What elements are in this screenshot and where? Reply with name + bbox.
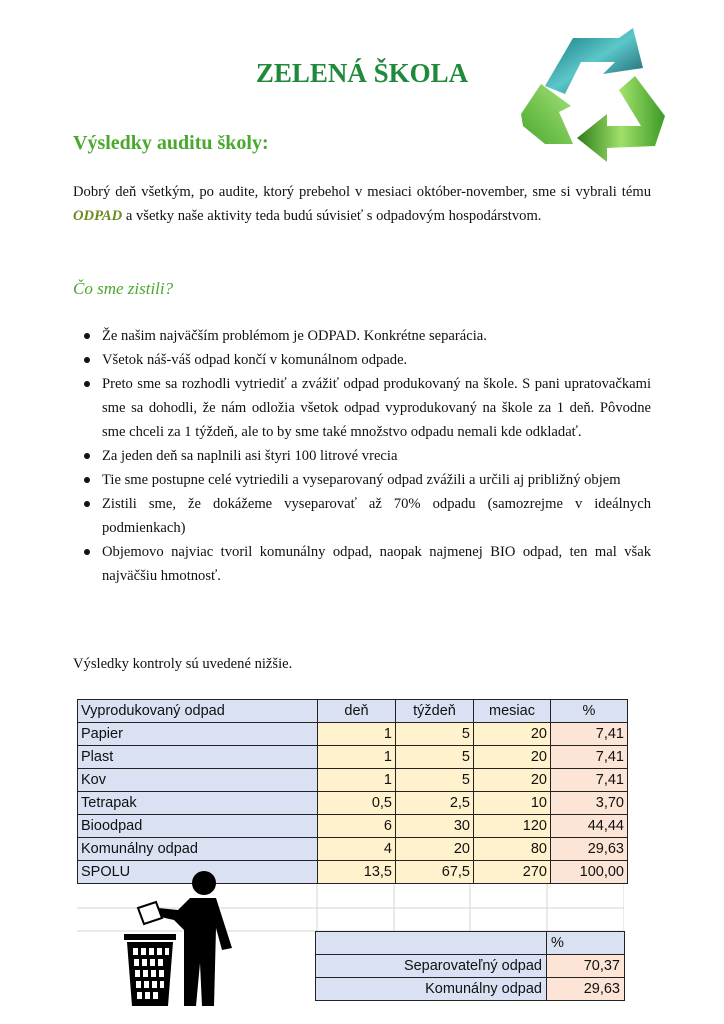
table-cell: 20 [396,838,474,861]
table-cell: 20 [474,746,551,769]
table-row [78,815,628,838]
table-cell: Plast [78,746,318,769]
table-row [78,792,628,815]
list-item: Objemovo najviac tvoril komunálny odpad, naopak najmenej BIO odpad, ten mal však najväčšiu hmotnosť. [73,540,651,588]
findings-list [73,324,651,588]
table-cell: 6 [318,815,396,838]
table-cell: 7,41 [551,746,628,769]
list-item: Za jeden deň sa naplnili asi štyri 100 litrové vrecia [73,444,651,468]
list-item: Zistili sme, že dokážeme vyseparovať až 70% odpadu (samozrejme v ideálnych podmienkach) [73,492,651,540]
table-cell: Komunálny odpad [316,978,547,1001]
table-cell: 7,41 [551,769,628,792]
table-cell: 5 [396,723,474,746]
table-header-cell: týždeň [396,700,474,723]
table-cell: 29,63 [551,838,628,861]
subheading: Čo sme zistili? [73,279,174,298]
list-item: Všetok náš-váš odpad končí v komunálnom odpade. [73,348,651,372]
section-heading: Výsledky auditu školy: [73,132,269,154]
table-cell: 0,5 [318,792,396,815]
table-header-cell: % [551,700,628,723]
list-item: Že našim najväčším problémom je ODPAD. Konkrétne separácia. [73,324,651,348]
table-row [78,838,628,861]
table-row [316,955,625,978]
recycle-logo-icon [515,26,677,176]
intro-text-before: Dobrý deň všetkým, po audite, ktorý prebehol v mesiaci október-november, sme si vybrali tému [73,184,651,200]
table-cell: 2,5 [396,792,474,815]
table-cell: Tetrapak [78,792,318,815]
table-cell: 44,44 [551,815,628,838]
table-cell: 120 [474,815,551,838]
table-cell: 270 [474,861,551,884]
table-row [78,723,628,746]
table-cell: 29,63 [547,978,625,1001]
table-cell: 1 [318,769,396,792]
table-cell: 5 [396,769,474,792]
table-header-row [78,700,628,723]
table-cell: 20 [474,723,551,746]
table-cell: 10 [474,792,551,815]
table-cell: SPOLU [78,861,318,884]
table-header-cell: mesiac [474,700,551,723]
table-cell: Bioodpad [78,815,318,838]
table-header-cell: deň [318,700,396,723]
table-cell: 70,37 [547,955,625,978]
table-cell: 1 [318,746,396,769]
table-cell: Kov [78,769,318,792]
results-text: Výsledky kontroly sú uvedené nižšie. [73,656,293,672]
table-cell [316,932,547,955]
list-item: Preto sme sa rozhodli vytriediť a zvážiť odpad produkovaný na škole. S pani upratovačkami sme sa dohodli, že nám odložia všetok odpad vyprodukovaný na škole za 1 deň. Pôvodne sme chceli za 1 týždeň, ale to by sme také množstvo odpadu nemali kde odkladať. [73,372,651,444]
table-row [78,769,628,792]
page-title: ZELENÁ ŠKOLA [255,58,469,88]
table-cell: 30 [396,815,474,838]
table-header-cell: Vyprodukovaný odpad [78,700,318,723]
waste-table [77,699,628,884]
intro-emphasis: ODPAD [73,208,123,224]
table-cell: Separovateľný odpad [316,955,547,978]
table-cell: Komunálny odpad [78,838,318,861]
table-header-row [316,932,625,955]
table-cell: 80 [474,838,551,861]
tidyman-trash-bin-icon [118,868,248,1008]
table-cell: 4 [318,838,396,861]
table-header-cell: % [547,932,625,955]
intro-paragraph [73,180,651,228]
table-cell: 5 [396,746,474,769]
table-cell: 7,41 [551,723,628,746]
table-cell: Papier [78,723,318,746]
list-item: Tie sme postupne celé vytriedili a vyseparovaný odpad zvážili a určili aj približný objem [73,468,651,492]
table-row [316,978,625,1001]
table-row [78,746,628,769]
table-cell: 20 [474,769,551,792]
intro-text-after: a všetky naše aktivity teda budú súvisieť s odpadovým hospodárstvom. [122,208,542,224]
summary-table [315,931,625,1001]
table-cell: 1 [318,723,396,746]
table-cell: 13,5 [318,861,396,884]
table-cell: 67,5 [396,861,474,884]
table-cell: 100,00 [551,861,628,884]
table-cell: 3,70 [551,792,628,815]
